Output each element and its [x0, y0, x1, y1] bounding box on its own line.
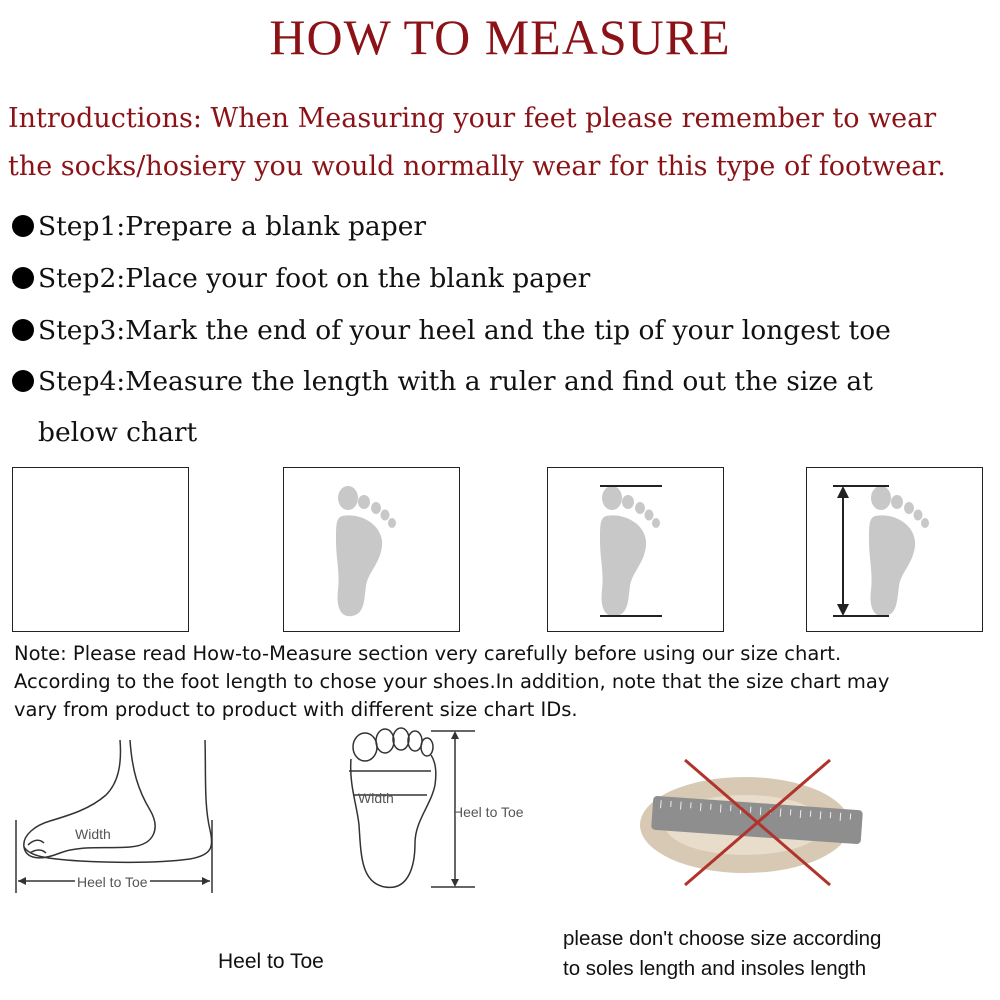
step-4-text: Step4:Measure the length with a ruler and find out the size at: [38, 366, 873, 397]
note-line-3: vary from product to product with different size chart IDs.: [14, 698, 578, 721]
top-heel-to-toe-label: Heel to Toe: [453, 804, 524, 820]
warning-caption-line-1: please don't choose size according: [563, 927, 882, 950]
step-3-text: Step3:Mark the end of your heel and the tip of your longest toe: [38, 315, 891, 346]
step-3: [12, 315, 891, 346]
footprint-icon: [284, 468, 461, 633]
step-1: [12, 211, 426, 242]
marked-foot-panel: [547, 467, 724, 632]
step-2-text: Step2:Place your foot on the blank paper: [38, 263, 591, 294]
side-foot-diagram: [10, 735, 220, 895]
measured-footprint-icon: [807, 468, 984, 633]
marked-footprint-icon: [548, 468, 725, 633]
blank-paper-panel: [12, 467, 189, 632]
measured-foot-panel: [806, 467, 983, 632]
heel-to-toe-caption: Heel to Toe: [218, 950, 324, 973]
intro-line-1: Introductions: When Measuring your feet please remember to wear: [8, 103, 937, 134]
step-4-continuation: below chart: [38, 417, 198, 448]
bullet-icon: [12, 267, 34, 289]
page-title: HOW TO MEASURE: [269, 9, 731, 65]
bullet-icon: [12, 370, 34, 392]
step-1-text: Step1:Prepare a blank paper: [38, 211, 427, 242]
step-2: [12, 263, 590, 294]
step-4: [12, 366, 873, 397]
top-width-label: Width: [358, 790, 394, 806]
intro-line-2: the socks/hosiery you would normally wear for this type of footwear.: [8, 151, 946, 182]
side-width-label: Width: [75, 826, 111, 842]
warning-caption-line-2: to soles length and insoles length: [563, 957, 867, 980]
note-line-1: Note: Please read How-to-Measure section very carefully before using our size chart.: [14, 642, 842, 665]
note-line-2: According to the foot length to chose your shoes.In addition, note that the size chart may: [14, 670, 890, 693]
bullet-icon: [12, 215, 34, 237]
bullet-icon: [12, 319, 34, 341]
sole-measure-photo: [630, 755, 870, 895]
foot-on-paper-panel: [283, 467, 460, 632]
side-heel-to-toe-label: Heel to Toe: [77, 874, 148, 890]
